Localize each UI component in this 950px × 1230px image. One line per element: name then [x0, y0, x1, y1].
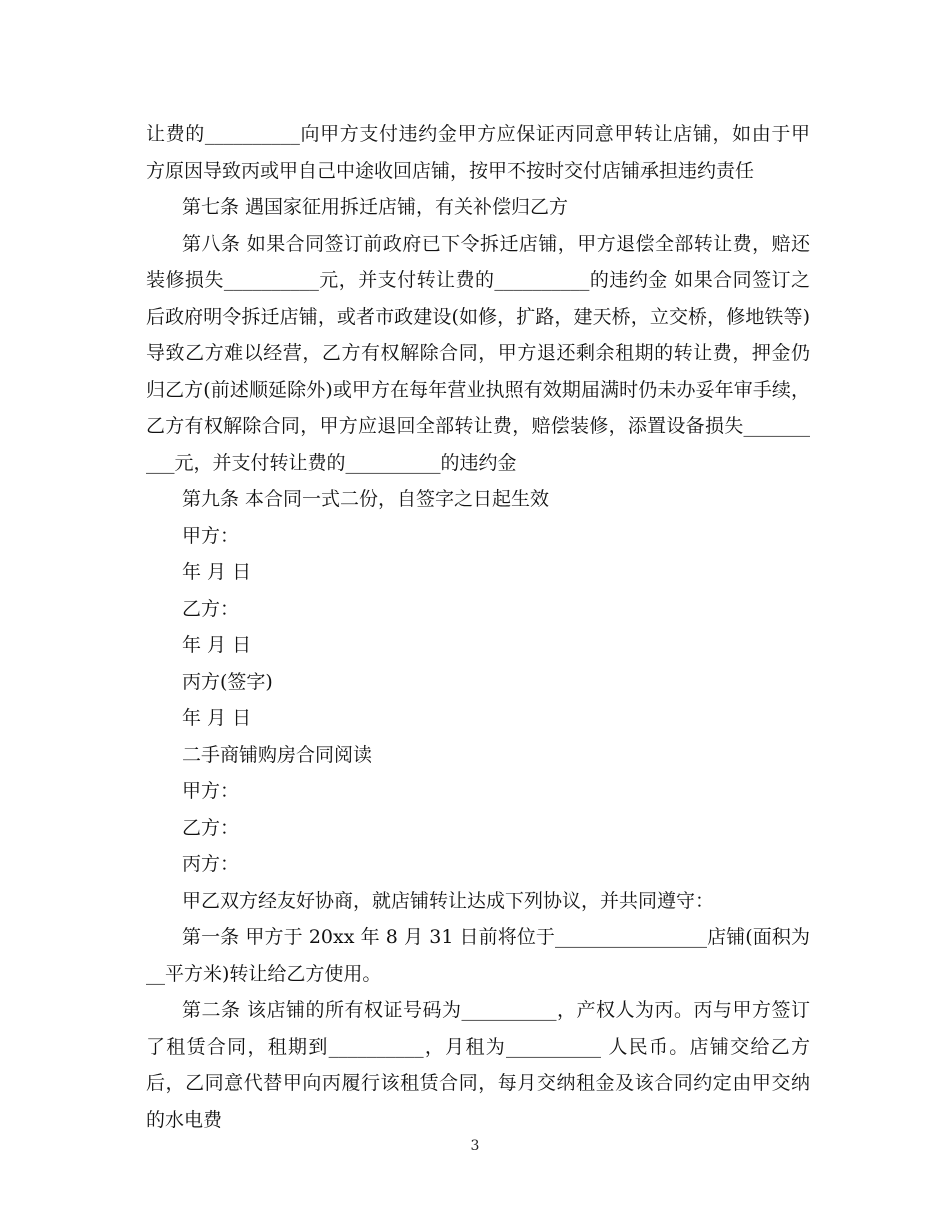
signature-date-c: 年 月 日 — [182, 707, 252, 729]
signature-party-b: 乙方： — [182, 597, 240, 620]
paragraph-article-7: 第七条 遇国家征用拆迁店铺，有关补偿归乙方 — [182, 196, 569, 218]
signature-party-c: 丙方(签字) — [182, 670, 273, 693]
party-c-label: 丙方： — [182, 853, 240, 875]
paragraph-article-2: 第二条 该店铺的所有权证号码为__________，产权人为丙。丙与甲方签订了租赁合同，租期到__________，月租为__________ 人民币。店铺交给乙方后，乙同意代替甲向丙履行该租赁合同，每月交纳租金及该合同约定由甲交纳的水电费 — [146, 999, 810, 1131]
paragraph-article-9: 第九条 本合同一式二份，自签字之日起生效 — [182, 488, 550, 510]
paragraph-article-1: 第一条 甲方于 20xx 年 8 月 31 日前将位于________________店铺(面积为__平方米)转让给乙方使用。 — [146, 926, 810, 985]
section-heading-second-contract: 二手商铺购房合同阅读 — [182, 743, 373, 766]
party-a-label: 甲方： — [182, 780, 240, 802]
page-number: 3 — [470, 1138, 480, 1154]
paragraph-agreement-intro: 甲乙双方经友好协商，就店铺转让达成下列协议，并共同遵守： — [182, 889, 715, 912]
paragraph-article-8: 第八条 如果合同签订前政府已下令拆迁店铺，甲方退偿全部转让费，赔还装修损失__________元，并支付转让费的__________的违约金 如果合同签订之后政府明令拆迁店铺，或者市政建设(如修，扩路，建天桥，立交桥，修地铁等)导致乙方难以经营，乙方有权解除合同，甲方退还剩余租期的转让费，押金仍归乙方(前述顺延除外)或甲方在每年营业执照有效期届满时仍未办妥年审手续，乙方有权解除合同，甲方应退回全部转让费，赔偿装修，添置设备损失__________元，并支付转让费的__________的违约金 — [146, 232, 810, 474]
party-b-label: 乙方： — [182, 816, 240, 839]
signature-date-a: 年 月 日 — [182, 561, 252, 583]
signature-date-b: 年 月 日 — [182, 634, 252, 656]
document-body — [146, 116, 810, 1138]
paragraph-penalty-continuation: 让费的__________向甲方支付违约金甲方应保证丙同意甲转让店铺，如由于甲方原因导致丙或甲自己中途收回店铺，按甲不按时交付店铺承担违约责任 — [146, 123, 810, 182]
signature-party-a: 甲方： — [182, 524, 240, 547]
